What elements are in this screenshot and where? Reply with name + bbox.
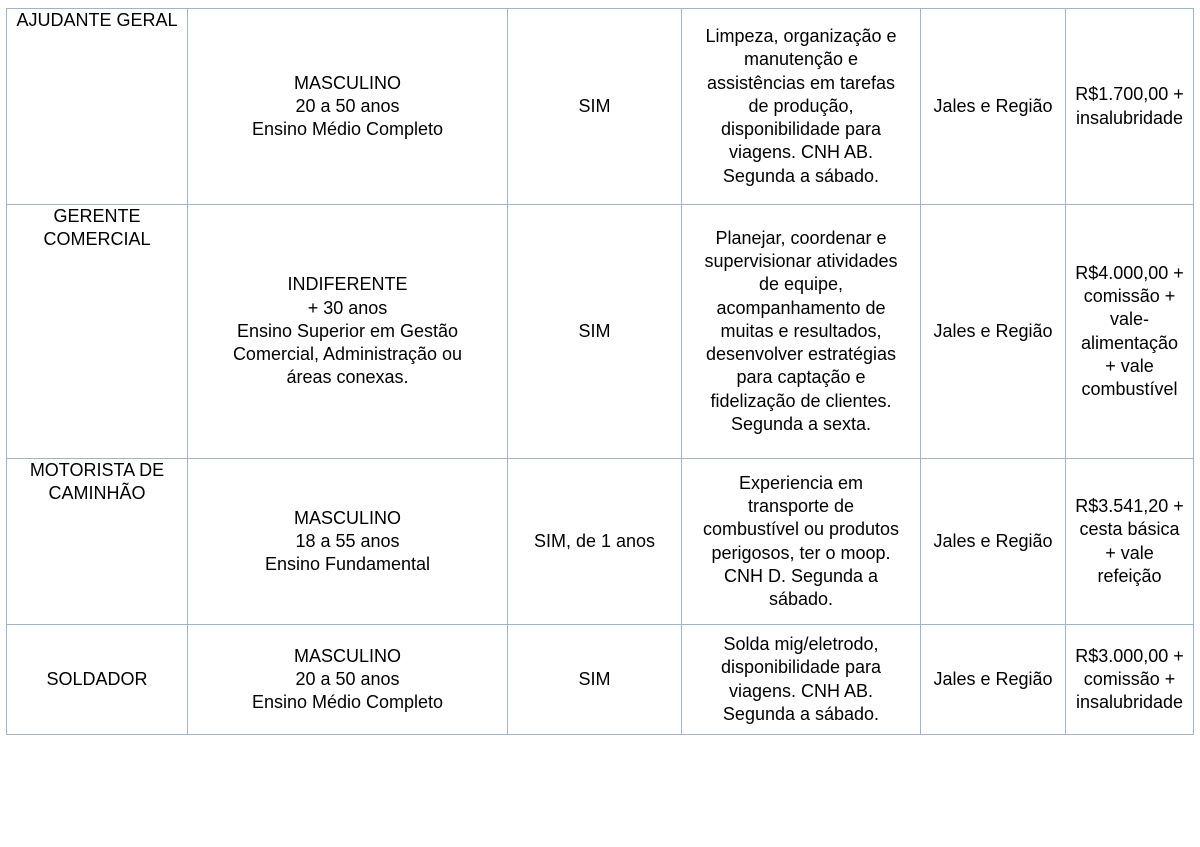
job-title-cell: AJUDANTE GERAL xyxy=(7,9,188,205)
experience-cell: SIM, de 1 anos xyxy=(508,459,682,625)
activities-cell: Experiencia em transporte de combustível ou produtos perigosos, ter o moop. CNH D. Segunda a sábado. xyxy=(682,459,921,625)
location-cell: Jales e Região xyxy=(921,9,1066,205)
salary-cell: R$4.000,00 + comissão + vale- alimentação + vale combustível xyxy=(1066,205,1194,459)
salary-cell: R$3.541,20 + cesta básica + vale refeição xyxy=(1066,459,1194,625)
profile-cell: MASCULINO 20 a 50 anos Ensino Médio Completo xyxy=(188,9,508,205)
experience-cell: SIM xyxy=(508,625,682,735)
job-title-cell: MOTORISTA DE CAMINHÃO xyxy=(7,459,188,625)
table-row xyxy=(7,625,1194,735)
salary-cell: R$1.700,00 + insalubridade xyxy=(1066,9,1194,205)
profile-cell: INDIFERENTE + 30 anos Ensino Superior em Gestão Comercial, Administração ou áreas conexas. xyxy=(188,205,508,459)
profile-cell: MASCULINO 18 a 55 anos Ensino Fundamental xyxy=(188,459,508,625)
location-cell: Jales e Região xyxy=(921,205,1066,459)
activities-cell: Planejar, coordenar e supervisionar atividades de equipe, acompanhamento de muitas e resultados, desenvolver estratégias para captação e fidelização de clientes. Segunda a sexta. xyxy=(682,205,921,459)
table-row xyxy=(7,205,1194,459)
salary-cell: R$3.000,00 + comissão + insalubridade xyxy=(1066,625,1194,735)
table-row xyxy=(7,9,1194,205)
table-row xyxy=(7,459,1194,625)
profile-cell: MASCULINO 20 a 50 anos Ensino Médio Completo xyxy=(188,625,508,735)
job-openings-table xyxy=(6,8,1194,735)
job-title-cell: SOLDADOR xyxy=(7,625,188,735)
experience-cell: SIM xyxy=(508,205,682,459)
activities-cell: Solda mig/eletrodo, disponibilidade para viagens. CNH AB. Segunda a sábado. xyxy=(682,625,921,735)
location-cell: Jales e Região xyxy=(921,459,1066,625)
location-cell: Jales e Região xyxy=(921,625,1066,735)
job-title-cell: GERENTE COMERCIAL xyxy=(7,205,188,459)
activities-cell: Limpeza, organização e manutenção e assistências em tarefas de produção, disponibilidade para viagens. CNH AB. Segunda a sábado. xyxy=(682,9,921,205)
experience-cell: SIM xyxy=(508,9,682,205)
